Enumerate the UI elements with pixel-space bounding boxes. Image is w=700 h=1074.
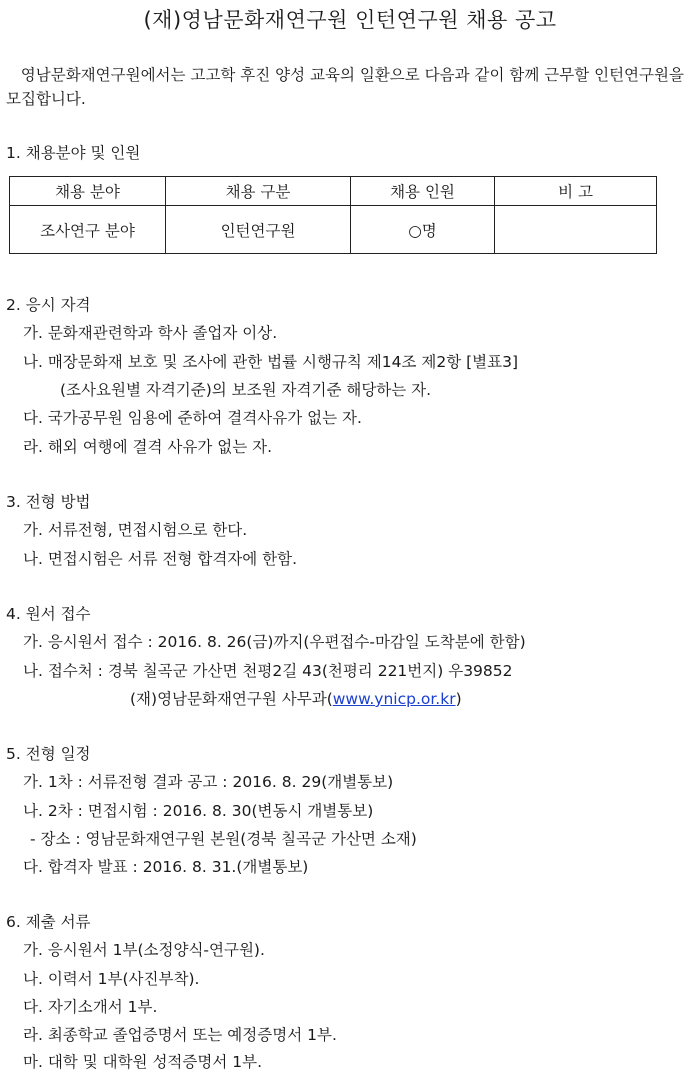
table-header-cell: 채용 구분 (166, 177, 351, 206)
table-header-cell: 비 고 (495, 177, 657, 206)
table-cell (495, 206, 657, 254)
list-item-continuation: (조사요원별 자격기준)의 보조원 자격기준 해당하는 자. (60, 381, 432, 399)
section-6-heading: 6. 제출 서류 (6, 913, 91, 931)
list-item: 가. 서류전형, 면접시험으로 한다. (23, 521, 248, 539)
table-cell: 인턴연구원 (166, 206, 351, 254)
table-row (10, 206, 657, 254)
section-3-heading: 3. 전형 방법 (6, 493, 91, 511)
list-item: 다. 자기소개서 1부. (23, 998, 158, 1016)
table-cell: 조사연구 분야 (10, 206, 166, 254)
table-header-cell: 채용 분야 (10, 177, 166, 206)
list-subitem: - 장소 : 영남문화재연구원 본원(경북 칠곡군 가산면 소재) (30, 830, 417, 848)
section-1-heading: 1. 채용분야 및 인원 (6, 144, 141, 162)
list-item: 라. 해외 여행에 결격 사유가 없는 자. (23, 438, 273, 456)
list-item: 라. 최종학교 졸업증명서 또는 예정증명서 1부. (23, 1026, 337, 1044)
list-item: 가. 응시원서 접수 : 2016. 8. 26(금)까지(우편접수-마감일 도착분에 한함) (23, 633, 526, 651)
list-item: 마. 대학 및 대학원 성적증명서 1부. (23, 1053, 263, 1071)
list-item: 가. 1차 : 서류전형 결과 공고 : 2016. 8. 29(개별통보) (23, 773, 394, 791)
office-prefix: (재)영남문화재연구원 사무과( (130, 690, 333, 708)
list-item: 다. 국가공무원 임용에 준하여 결격사유가 없는 자. (23, 409, 362, 427)
recruitment-table (9, 176, 657, 254)
list-item: 나. 매장문화재 보호 및 조사에 관한 법률 시행규칙 제14조 제2항 [별표3] (23, 353, 519, 371)
list-item: 가. 문화재관련학과 학사 졸업자 이상. (23, 324, 278, 342)
list-item: 나. 접수처 : 경북 칠곡군 가산면 천평2길 43(천평리 221번지) 우39852 (23, 662, 513, 680)
office-suffix: ) (455, 690, 462, 708)
list-item: 다. 합격자 발표 : 2016. 8. 31.(개별통보) (23, 858, 309, 876)
website-link[interactable]: www.ynicp.or.kr (332, 690, 456, 708)
table-cell: ○명 (351, 206, 495, 254)
page-title: (재)영남문화재연구원 인턴연구원 채용 공고 (143, 8, 557, 32)
section-5-heading: 5. 전형 일정 (6, 745, 91, 763)
section-4-heading: 4. 원서 접수 (6, 605, 91, 623)
intro-paragraph (6, 63, 696, 111)
list-item: 나. 면접시험은 서류 전형 합격자에 한함. (23, 550, 298, 568)
section-2-heading: 2. 응시 자격 (6, 296, 91, 314)
list-item: 나. 2차 : 면접시험 : 2016. 8. 30(변동시 개별통보) (23, 802, 374, 820)
list-item: 가. 응시원서 1부(소정양식-연구원). (23, 941, 265, 959)
list-item: 나. 이력서 1부(사진부착). (23, 970, 200, 988)
table-header-row (10, 177, 657, 206)
table-header-cell: 채용 인원 (351, 177, 495, 206)
intro-text: 영남문화재연구원에서는 고고학 후진 양성 교육의 일환으로 다음과 같이 함께 근무할 인턴연구원을 모집합니다. (6, 66, 684, 108)
office-line (130, 689, 462, 709)
